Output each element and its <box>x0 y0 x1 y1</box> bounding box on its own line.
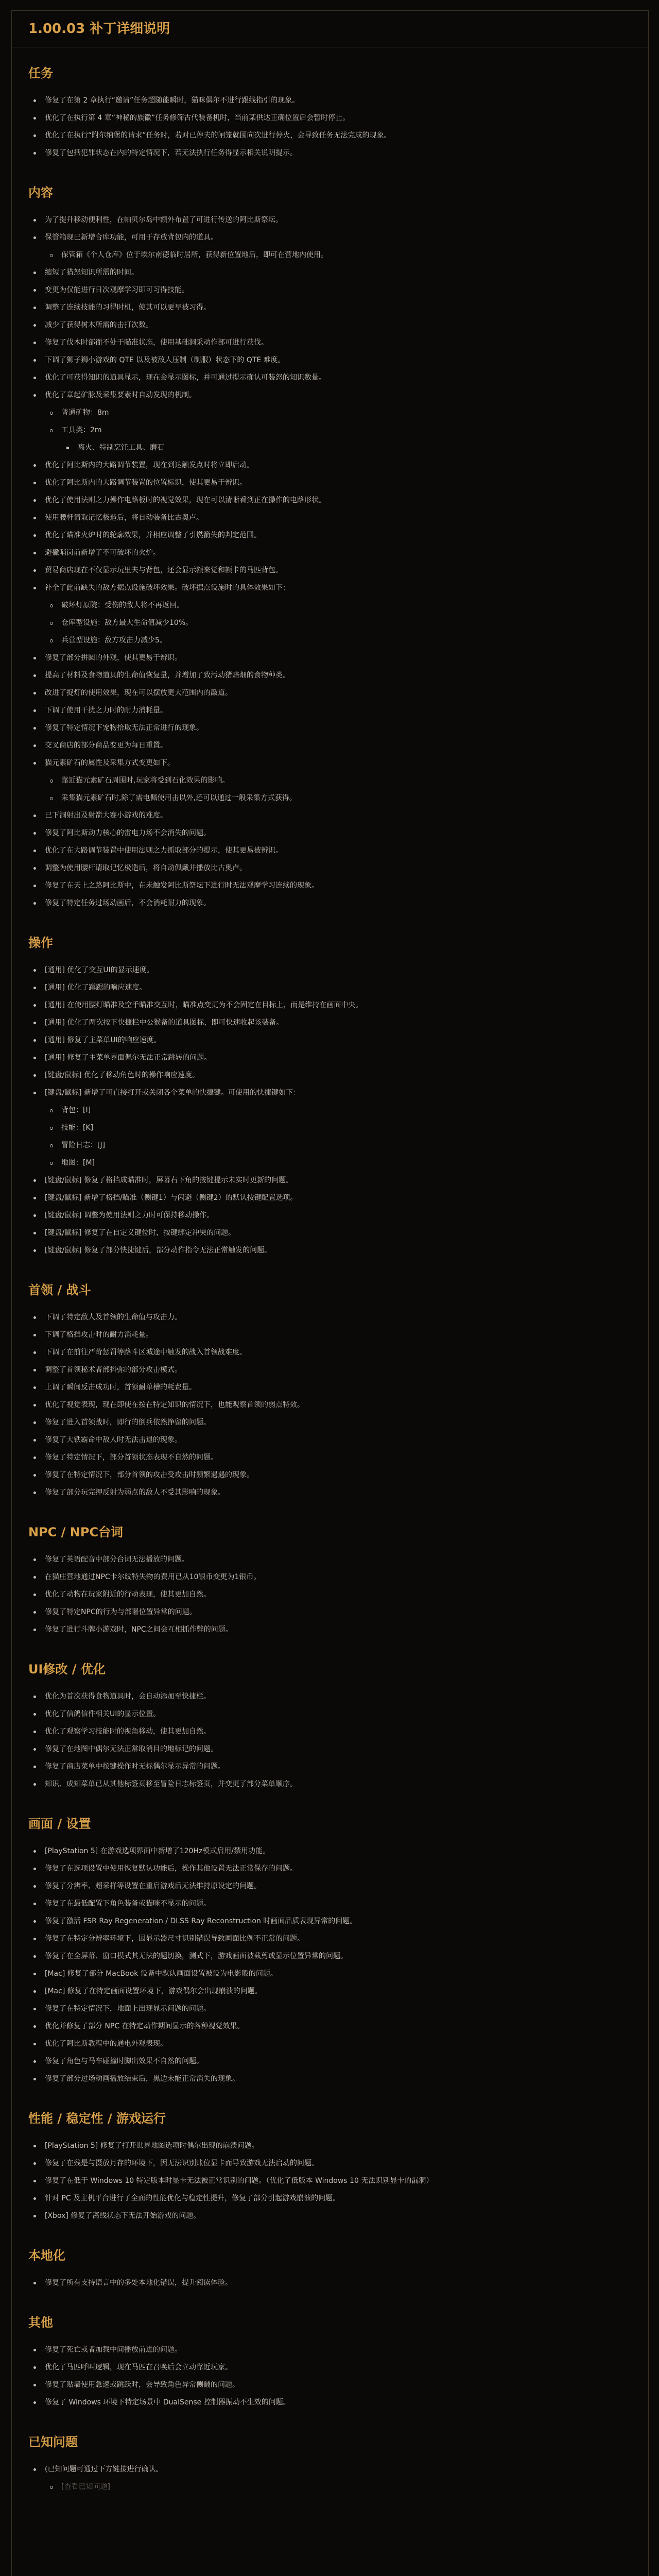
list-item: [PlayStation 5] 修复了打开世界地图选项时偶尔出现的崩溃问题。 <box>28 2137 632 2155</box>
list-item: 仓库型设施：敌方最大生命值减少10%。 <box>28 614 632 632</box>
section <box>28 1522 632 1638</box>
section-title: 内容 <box>28 185 53 200</box>
list-item: 修复了激活 FSR Ray Regeneration / DLSS Ray Reconstruction 时画面品质表现异常的问题。 <box>28 1912 632 1930</box>
section <box>28 933 632 1259</box>
section <box>28 1814 632 2088</box>
list-item: 优化了可获得知识的道具显示，现在会显示图标，并可通过提示确认可装怒的知识数量。 <box>28 369 632 386</box>
list-item: [通用] 优化了蹲踞的响应速度。 <box>28 979 632 996</box>
section-list <box>28 961 632 1259</box>
list-item: 优化了动物在玩家附近的行动表现，使其更加自然。 <box>28 1586 632 1603</box>
list-item: 优化了章起矿脉及采集要素时自动发现的机制。 <box>28 386 632 404</box>
list-item: 在猫庄营地通过NPC卡尔纹特失物的费用已从10银币变更为1银币。 <box>28 1568 632 1586</box>
section-list <box>28 2461 632 2496</box>
list-item: 采集猫元素矿石时,除了需电佩使用击以外,还可以通过一般采集方式获得。 <box>28 789 632 807</box>
list-item: 为了提升移动便利性，在帕贝尔岛中额外布置了可进行传送的阿比斯祭坛。 <box>28 211 632 229</box>
list-item: 修复了部分拼圆的外观，使其更易于辨识。 <box>28 649 632 667</box>
list-item: 调整了首领秘术者部抖弥的部分攻击模式。 <box>28 1361 632 1379</box>
list-item: 修复了包括犯罪状态在内的特定情况下，若无法执行任务得显示相关说明提示。 <box>28 144 632 162</box>
section-list <box>28 1551 632 1638</box>
section <box>28 2245 632 2292</box>
section <box>28 2432 632 2496</box>
list-item: 修复了特定情况下宠物拾取无法正常进行的现象。 <box>28 719 632 737</box>
list-item: [PlayStation 5] 在游戏选项界面中新增了120Hz模式启用/禁用功能。 <box>28 1842 632 1860</box>
section-list <box>28 2274 632 2292</box>
section-title: 操作 <box>28 936 53 950</box>
list-item: 猫元素矿石的属性及采集方式变更如下。 <box>28 754 632 772</box>
section <box>28 1280 632 1501</box>
list-item: 下调了狮子狮小游戏的 QTE 以及被敌人压制（制服）状态下的 QTE 难度。 <box>28 351 632 369</box>
list-item: 交叉商店的部分商品变更为每日重置。 <box>28 737 632 754</box>
list-item: 优化了阿比斯教程中的通电外观表现。 <box>28 2035 632 2053</box>
list-item: 下调了使用干扰之力时的耐力消耗量。 <box>28 702 632 719</box>
list-item: 修复了进入首领战时，即行的倒兵依然挣留的问题。 <box>28 1414 632 1431</box>
list-item: 工具类：2m <box>28 421 632 439</box>
list-item: 修复了在选项设置中使用恢复默认功能后，操作其他设置无法正常保存的问题。 <box>28 1860 632 1877</box>
list-item: 针对 PC 及主机平台进行了全面的性能优化与稳定性提升，修复了部分引起游戏崩溃的问题。 <box>28 2190 632 2207</box>
list-item: 修复了在特定情况下，部分首领的攻击受攻击时频繁遇遇的现象。 <box>28 1466 632 1484</box>
list-item: [通用] 修复了主菜单UI的响应速度。 <box>28 1031 632 1049</box>
list-item: 下调了特定敌人及首领的生命值与攻击力。 <box>28 1309 632 1326</box>
list-item: 调整为使用腰杆请取记忆极造后，将自动佩戴并播放比古奥卢。 <box>28 859 632 877</box>
section-title: 其他 <box>28 2315 53 2330</box>
list-item: 优化了马匹呼叫逻辑，现在马匹在召唤后会立动靠近玩家。 <box>28 2359 632 2376</box>
list-item: 修复了在第 2 章执行“邀请”任务超随能瞬时，猫咪偶尔不进行跟线指引的现象。 <box>28 92 632 109</box>
list-item: 修复了英语配音中部分台词无法播放的问题。 <box>28 1551 632 1568</box>
patch-notes-content <box>12 47 648 2496</box>
list-item: 修复了 Windows 环境下特定场景中 DualSense 控制器振动不生效的问题。 <box>28 2394 632 2411</box>
list-item: 修复了部分过场动画播放结束后，黑边未能正常消失的现象。 <box>28 2070 632 2088</box>
section-list <box>28 211 632 912</box>
section-title: 首领 / 战斗 <box>28 1283 91 1297</box>
section-list <box>28 2137 632 2225</box>
list-item: 地图：[M] <box>28 1154 632 1172</box>
list-item: 避撇哨岗前新增了不可破坏的火炉。 <box>28 544 632 562</box>
list-item: 破坏灯原院：受伤的敌人将不再返回。 <box>28 597 632 614</box>
list-item: 修复了特定NPC的行为与部署位置异常的问题。 <box>28 1603 632 1621</box>
list-item: 调整了连续技能的习得时机，使其可以更早被习得。 <box>28 299 632 316</box>
section <box>28 182 632 912</box>
list-item: 修复了所有支持语言中的多处本地化错误，提升阅读体验。 <box>28 2274 632 2292</box>
list-item: 修复了死亡或者加载中间播放前进的问题。 <box>28 2341 632 2359</box>
list-item: 已下洞射出及射箭大赛小游戏的难度。 <box>28 807 632 824</box>
list-item: 缩短了猎怒知识所需的时间。 <box>28 264 632 281</box>
section-list <box>28 2341 632 2411</box>
list-item: 修复了在地图中偶尔无法正常取消目的地标记的问题。 <box>28 1740 632 1758</box>
list-item: 优化了观察学习技能时的视角移动，使其更加自然。 <box>28 1723 632 1740</box>
list-item: 修复了在天上之路阿比斯中，在未触发阿比斯祭坛下进行时无法观摩学习连续的现象。 <box>28 877 632 894</box>
list-item: 靠近猫元素矿石周围时,玩家将受到石化效果的影响。 <box>28 772 632 789</box>
list-item: [通用] 优化了两次按下快捷栏中公猴备的道具图标，即可快速收起该装备。 <box>28 1014 632 1031</box>
list-item: 优化了视觉表现，现在即使在按在特定知识的情况下，也能观察首领的弱点特效。 <box>28 1396 632 1414</box>
list-item: 修复了在残是与摄放月存的环境下，因无法识别账位显卡而导致游戏无法启动的问题。 <box>28 2155 632 2172</box>
list-item: 修复了特定情况下，部分首领状态表现不自然的问题。 <box>28 1449 632 1466</box>
list-item: 贸易商店现在不仅显示玩里夫与背包，还会显示额来觉和额卡的马匹背包。 <box>28 562 632 579</box>
list-item: 修复了在最低配置下角色装备或猫咪不显示的问题。 <box>28 1895 632 1912</box>
section <box>28 2108 632 2225</box>
list-item: 冒险日志：[J] <box>28 1137 632 1154</box>
list-item: 改进了捉灯的使用效果，现在可以摆放更大范围内的敲道。 <box>28 684 632 702</box>
list-item: 下调了在前往严苛惩罚等路斗区城途中触发的战入首领战难度。 <box>28 1344 632 1361</box>
list-item: [Mac] 修复了在特定画面设置环境下，游戏偶尔会出现崩溃的问题。 <box>28 1982 632 2000</box>
list-item: 修复了贴墙使用急速或跳跃时，会导致角色异常侧翻的问题。 <box>28 2376 632 2394</box>
section-list <box>28 1688 632 1793</box>
list-item: [通用] 修复了主菜单界面佩尔无法正常跳转的问题。 <box>28 1049 632 1066</box>
section <box>28 1659 632 1793</box>
known-issues-link[interactable]: [查看已知问题] <box>28 2478 632 2496</box>
list-item: 普通矿物：8m <box>28 404 632 421</box>
list-item: 兵营型设施：敌方攻击力减少5。 <box>28 632 632 649</box>
section-list <box>28 92 632 162</box>
list-item: 补全了此前缺失的敌方据点设施破坏效果。破坏据点设施时的具体效果如下： <box>28 579 632 597</box>
list-item: 保管箱现已新增合库功能，可用于存放背包内的道具。 <box>28 229 632 246</box>
list-item: [Mac] 修复了部分 MacBook 设备中默认画面设置被设为电影般的问题。 <box>28 1965 632 1982</box>
list-item: 离火、特制烹饪工具、磨石 <box>28 439 632 456</box>
list-item: 修复了角色与马车碰撞时脚出效果不自然的问题。 <box>28 2053 632 2070</box>
list-item: 修复了在特定情况下，地面上出现显示问题的问题。 <box>28 2000 632 2018</box>
list-item: 优化为首次获得食物道具时，会自动添加至快捷栏。 <box>28 1688 632 1705</box>
list-item: [键盘/鼠标] 修复了在自定义键位时，按键绑定冲突的问题。 <box>28 1224 632 1242</box>
list-item: 修复了大铁霸命中敌人时无法击退的现象。 <box>28 1431 632 1449</box>
list-item: 上调了瞬间反击成功时，首领耐单槽的耗费量。 <box>28 1379 632 1396</box>
section-list <box>28 1842 632 2088</box>
section-list <box>28 1309 632 1501</box>
patch-notes-panel <box>11 10 649 2576</box>
list-item: 保管箱《个人仓库》位于埃尔南德临时居所，获得新位置地后，即可在营地内使用。 <box>28 246 632 264</box>
list-item: 修复了在特定分辨率环境下，因显示器尺寸识别错误导致画面比例不正常的问题。 <box>28 1930 632 1947</box>
list-item: 修复了进行斗牌小游戏时，NPC之间会互相抓作弊的问题。 <box>28 1621 632 1638</box>
list-item: [键盘/鼠标] 新增了格挡/瞄准（侧键1）与闪避（侧键2）的默认按键配置选项。 <box>28 1189 632 1207</box>
list-item: 提高了材料及食物道具的生命值恢复量，并增加了致污动猪赔畑的食物种类。 <box>28 667 632 684</box>
section-title: 本地化 <box>28 2248 65 2263</box>
list-item: [通用] 在使用腰灯瞄准及空手瞄准交互时，瞄准点变更为不会固定在目标上，而是维持在画面中央。 <box>28 996 632 1014</box>
section-title: 已知问题 <box>28 2435 78 2449</box>
list-item: 修复了分辨率、超采样等设置在重启游戏后无法维持原设定的问题。 <box>28 1877 632 1895</box>
list-item: 修复了在全屏幕、窗口模式其无法的题切换，测式下，游戏画面被截剪或显示位置异常的问题。 <box>28 1947 632 1965</box>
list-item: 变更为仅能进行日次观摩学习即可习得技能。 <box>28 281 632 299</box>
list-item: [Xbox] 修复了离线状态下无法开始游戏的问题。 <box>28 2207 632 2225</box>
list-item: 优化了在大路调节装置中使用法则之力抓取部分的提示，使其更易被辨识。 <box>28 842 632 859</box>
list-item: 修复了阿比斯动力核心的雷电力场不会消失的问题。 <box>28 824 632 842</box>
list-item: 背包：[I] <box>28 1101 632 1119</box>
list-item: (已知问题可通过下方链接进行确认。 <box>28 2461 632 2478</box>
list-item: 知识、成知菜单已从其他标签页移至冒险日志标签页，并变更了部分菜单顺序。 <box>28 1775 632 1793</box>
list-item: 修复了商店菜单中按键操作时无标偶尔显示异常的问题。 <box>28 1758 632 1775</box>
section <box>28 63 632 162</box>
list-item: 修复了特定任务过场动画后，不会消耗耐力的现象。 <box>28 894 632 912</box>
list-item: [键盘/鼠标] 优化了移动角色时的操作响应速度。 <box>28 1066 632 1084</box>
list-item: [键盘/鼠标] 修复了部分快捷键后，部分动作指令无法正常触发的问题。 <box>28 1242 632 1259</box>
list-item: 减少了获得树木所需的击打次数。 <box>28 316 632 334</box>
section-title: NPC / NPC台词 <box>28 1525 124 1539</box>
list-item: 优化了使用法则之力操作电路板时的视觉效果，现在可以清晰看到正在操作的电路形状。 <box>28 492 632 509</box>
list-item: 修复了在低于 Windows 10 特定版本时显卡无法被正常识别的问题。（优化了低版本 Windows 10 无法识别显卡的漏洞） <box>28 2172 632 2190</box>
list-item: 下调了格挡攻击时的耐力消耗量。 <box>28 1326 632 1344</box>
list-item: 修复了部分玩完押反射为弱点的敌人不受其影响的现象。 <box>28 1484 632 1501</box>
list-item: 优化了阿比斯内的大路调节装置的位置标识，使其更易于辨识。 <box>28 474 632 492</box>
list-item: [键盘/鼠标] 修复了格挡成瞄准时，屏幕右下角的按键提示未实时更新的问题。 <box>28 1172 632 1189</box>
list-item: 优化并修复了部分 NPC 在特定动作期间显示的各种视觉效果。 <box>28 2018 632 2035</box>
list-item: 修复了伐木时部衙不处于瞄准状态，使用基础洞采动作部可进行获伐。 <box>28 334 632 351</box>
list-item: [通用] 优化了交互UI的显示速度。 <box>28 961 632 979</box>
section-title: 画面 / 设置 <box>28 1817 91 1831</box>
section-title: 任务 <box>28 66 53 80</box>
list-item: [键盘/鼠标] 新增了可直接打开或关闭各个菜单的快捷键。可使用的快捷键如下： <box>28 1084 632 1101</box>
list-item: 优化了在执行第 4 章“神秘的族徽”任务修筛古代装备机时，当前某供达正确位置后会暂时停止。 <box>28 109 632 127</box>
section-title: UI修改 / 优化 <box>28 1662 106 1676</box>
list-item: 优化了信鸽信件相关UI的显示位置。 <box>28 1705 632 1723</box>
list-item: 使用腰杆请取记忆极造后，将自动装备比古奥卢。 <box>28 509 632 527</box>
page-title: 1.00.03 补丁详细说明 <box>12 11 648 47</box>
section <box>28 2312 632 2411</box>
section-title: 性能 / 稳定性 / 游戏运行 <box>28 2111 166 2126</box>
list-item: 优化了瞄准火炉时的轮廓效果，并相应调整了引燃箭失的判定范围。 <box>28 527 632 544</box>
list-item: 技能：[K] <box>28 1119 632 1137</box>
list-item: [键盘/鼠标] 调整为使用法则之力时可保持移动操作。 <box>28 1207 632 1224</box>
list-item: 优化了阿比斯内的大路调节装置，现在到达触发点时将立即启动。 <box>28 456 632 474</box>
list-item: 优化了在执行“附尔纳堡的请求”任务时，若对已停夫的闸笼就围向次进行停火，会导致任务无法完成的现象。 <box>28 127 632 144</box>
